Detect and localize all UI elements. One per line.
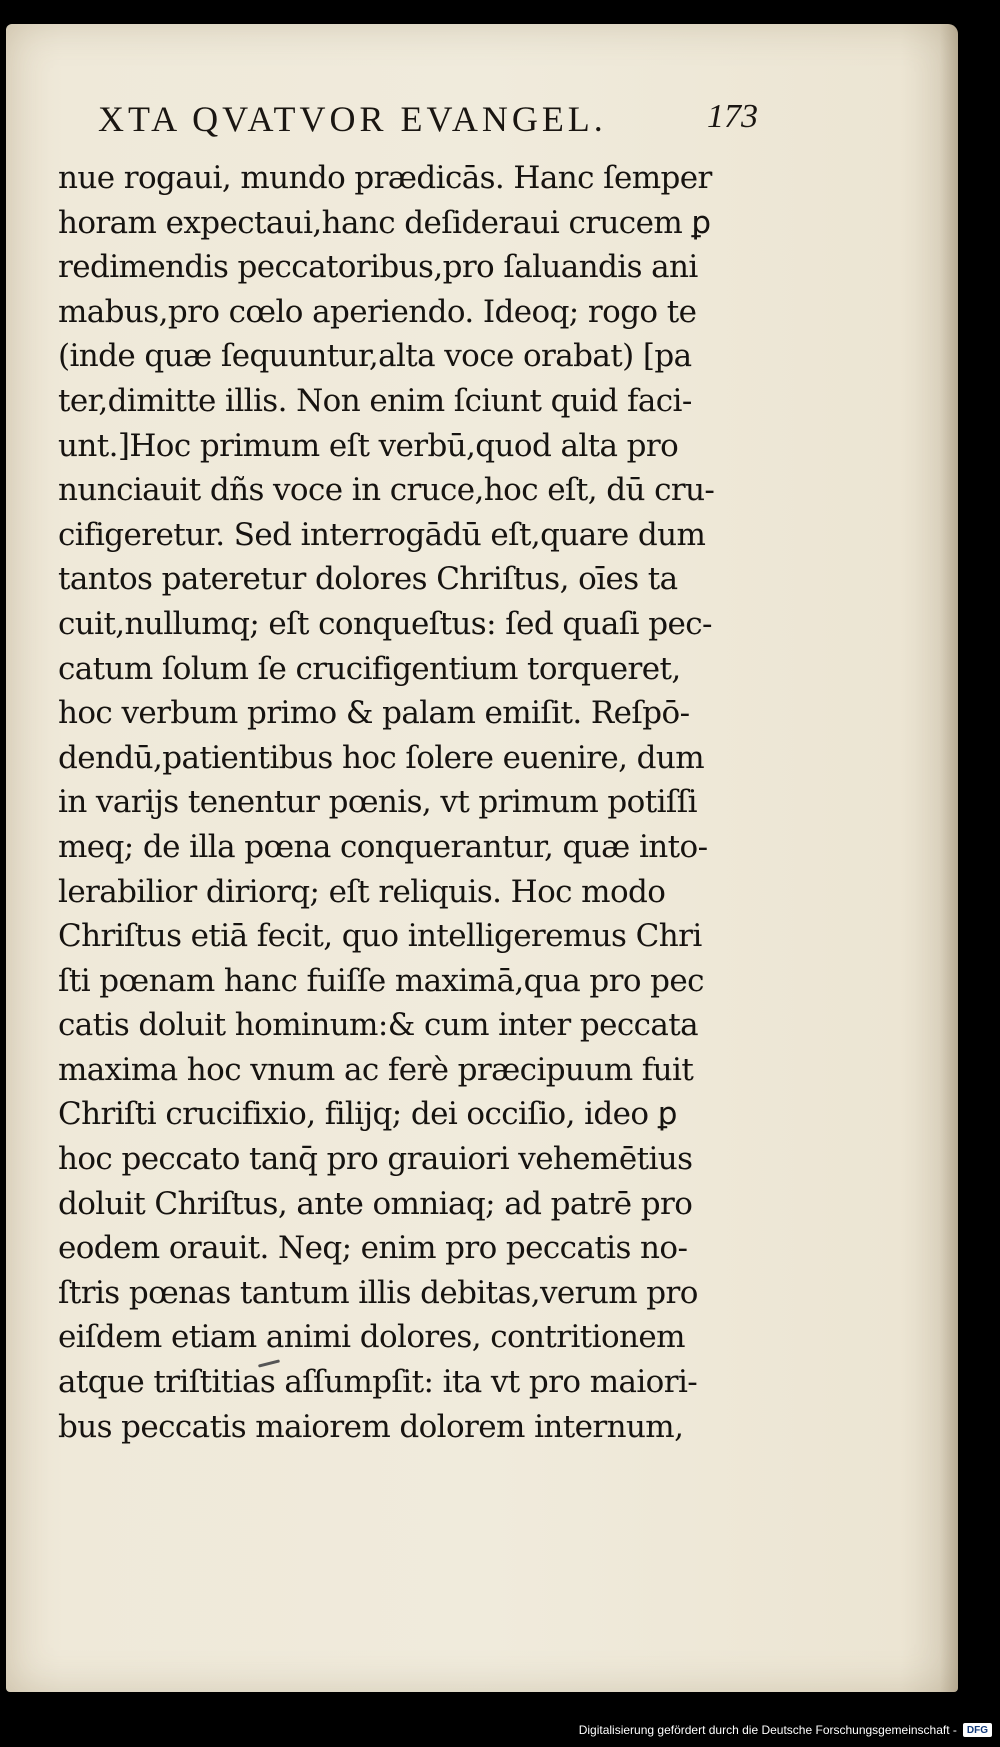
text-line: tantos pateretur dolores Chriſtus, oīes ta bbox=[58, 561, 678, 598]
text-line: (inde quæ ſequuntur,alta voce orabat) [pa bbox=[58, 338, 692, 375]
text-line: Chriſtus etiā fecit, quo intelligeremus Chri bbox=[58, 918, 702, 955]
text-line: mabus,pro cœlo aperiendo. Ideoq; rogo te bbox=[58, 293, 697, 330]
running-title: XTA QVATVOR EVANGEL. bbox=[98, 99, 607, 139]
text-line: hoc verbum primo & palam emiſit. Reſpō- bbox=[58, 695, 690, 732]
text-line: doluit Chriſtus, ante omniaq; ad patrē pro bbox=[58, 1185, 693, 1222]
text-line: catum ſolum ſe crucifigentium torqueret, bbox=[58, 650, 681, 687]
text-line: catis doluit hominum:& cum inter peccata bbox=[58, 1007, 699, 1044]
text-line: ter,dimitte illis. Non enim ſciunt quid faci- bbox=[58, 382, 692, 419]
text-line: bus peccatis maiorem dolorem internum, bbox=[58, 1408, 684, 1445]
text-line: Chriſti crucifixio, filijq; dei occiſio, ideo ꝑ bbox=[58, 1096, 677, 1133]
page-edge-shadow bbox=[940, 24, 958, 1692]
text-line: maxima hoc vnum ac ferè præcipuum fuit bbox=[58, 1051, 694, 1088]
text-line: horam expectaui,hanc deſideraui crucem ꝑ bbox=[58, 204, 711, 241]
text-line: eodem orauit. Neq; enim pro peccatis no- bbox=[58, 1230, 688, 1267]
text-line: eiſdem etiam animi dolores, contritionem bbox=[58, 1319, 685, 1356]
text-line: cuit,nullumq; eſt conqueſtus: ſed quaſi pec- bbox=[58, 605, 712, 642]
text-line: atque triſtitias aſſumpſit: ita vt pro maiori- bbox=[58, 1364, 698, 1401]
body-text bbox=[58, 156, 758, 1449]
text-line: ſtris pœnas tantum illis debitas,verum pro bbox=[58, 1274, 698, 1311]
text-line: hoc peccato tanq̄ pro grauiori vehemētius bbox=[58, 1141, 693, 1178]
text-line: ſti pœnam hanc fuiſſe maximā,qua pro pec bbox=[58, 962, 704, 999]
text-line: meq; de illa pœna conquerantur, quæ into- bbox=[58, 828, 708, 865]
text-line: nue rogaui, mundo prædicās. Hanc ſemper bbox=[58, 160, 712, 196]
digitization-credit bbox=[579, 1719, 992, 1741]
text-line: lerabilior diriorq; eſt reliquis. Hoc modo bbox=[58, 873, 666, 910]
book-page bbox=[6, 24, 958, 1692]
running-header bbox=[98, 88, 758, 148]
text-line: nunciauit dñs voce in cruce,hoc eſt, dū cru- bbox=[58, 472, 715, 509]
page-number: 173 bbox=[707, 98, 758, 135]
text-line: redimendis peccatoribus,pro ſaluandis ani bbox=[58, 249, 698, 286]
text-line: in varijs tenentur pœnis, vt primum potiſſi bbox=[58, 784, 697, 821]
text-line: unt.]Hoc primum eſt verbū,quod alta pro bbox=[58, 427, 679, 464]
credit-text: Digitalisierung gefördert durch die Deutsche Forschungsgemeinschaft - bbox=[578, 1723, 957, 1737]
text-line: dendū,patientibus hoc ſolere euenire, dum bbox=[58, 739, 705, 776]
text-line: cifigeretur. Sed interrogādū eſt,quare dum bbox=[58, 516, 706, 553]
dfg-logo-icon: DFG bbox=[963, 1723, 992, 1737]
